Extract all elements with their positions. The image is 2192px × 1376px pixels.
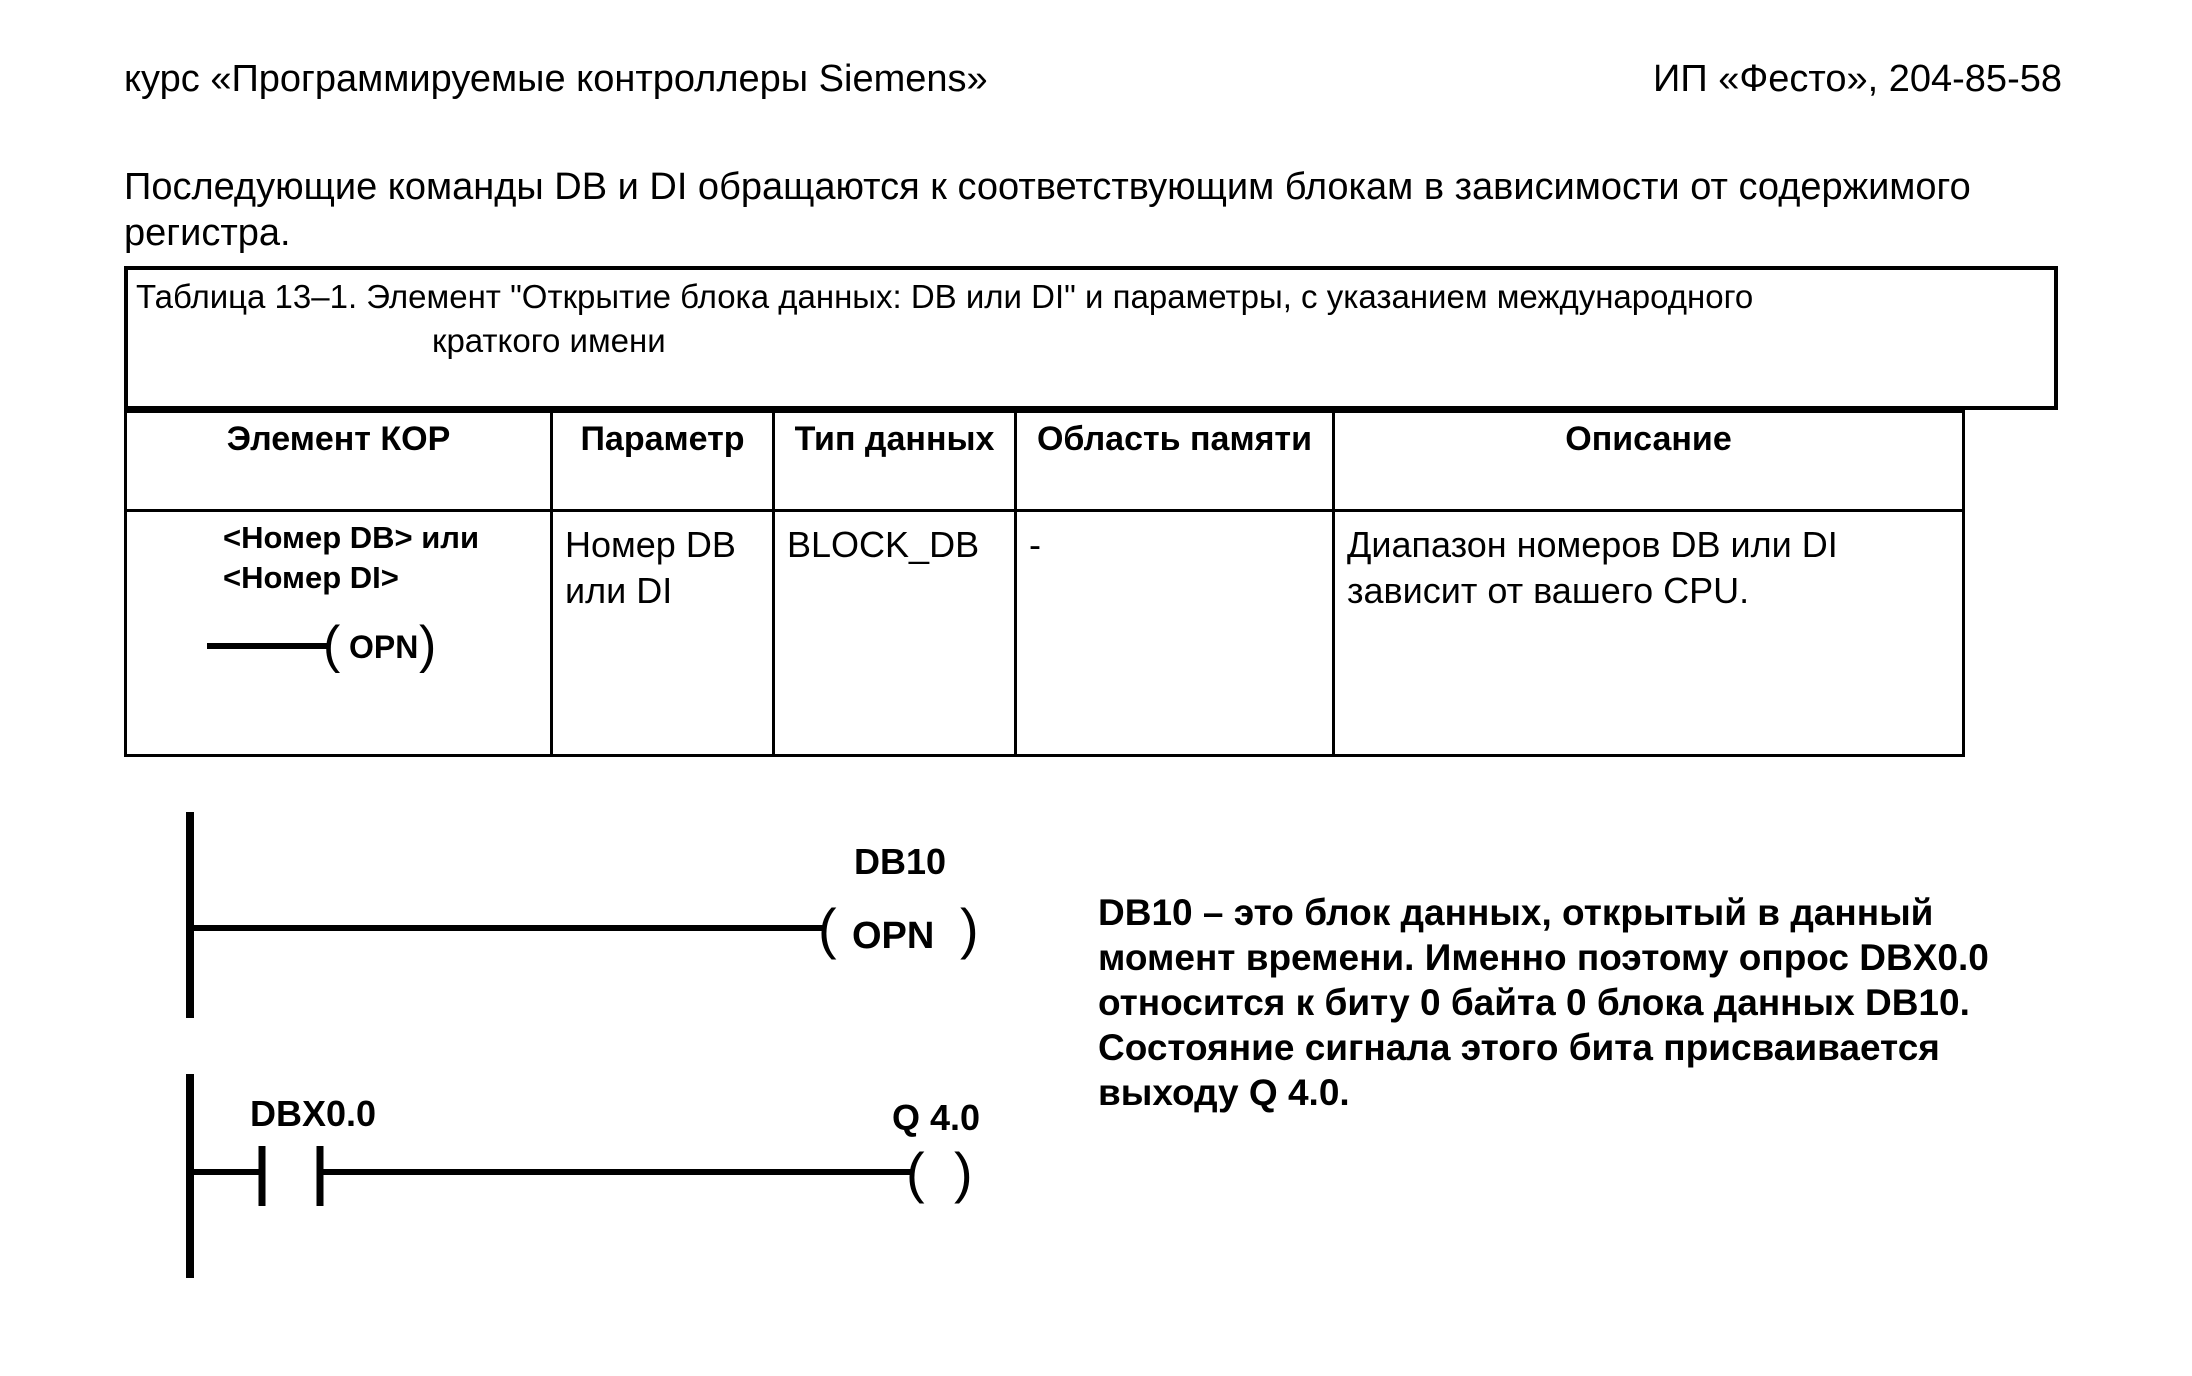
contact-info: ИП «Фесто», 204-85-58 bbox=[1653, 58, 2062, 100]
intro-paragraph: Последующие команды DB и DI обращаются к соответствующим блокам в зависимости от содержимого регистра. bbox=[124, 166, 1971, 254]
header-description: Описание bbox=[1334, 412, 1964, 511]
header-data-type: Тип данных bbox=[774, 412, 1016, 511]
element-label-line2: <Номер DI> bbox=[223, 560, 399, 595]
ladder-diagram bbox=[0, 0, 1080, 1376]
opn-coil-label: OPN bbox=[852, 915, 935, 957]
opn-left-paren: ( bbox=[818, 897, 837, 960]
table-caption-line2: краткого имени bbox=[432, 322, 666, 359]
coil-right-paren: ) bbox=[419, 616, 437, 674]
explanation-note: DB10 – это блок данных, открытый в данный момент времени. Именно поэтому опрос DBX0.0 относится к биту 0 байта 0 блока данных DB10. Состояние сигнала этого бита присваивается выходу Q 4.0. bbox=[1098, 892, 1989, 1113]
contact-label: DBX0.0 bbox=[250, 1093, 377, 1134]
element-label-line1: <Номер DB> или bbox=[223, 520, 480, 555]
coil-opn-label: OPN bbox=[349, 629, 419, 665]
coil-left-paren: ( bbox=[323, 616, 341, 674]
header-parameter: Параметр bbox=[552, 412, 774, 511]
course-title: курс «Программируемые контроллеры Siemens» bbox=[124, 58, 988, 100]
db10-label: DB10 bbox=[854, 841, 947, 882]
output-coil-left-paren: ( bbox=[906, 1141, 925, 1204]
header-element: Элемент КОР bbox=[126, 412, 552, 511]
cell-description: Диапазон номеров DB или DI зависит от вашего CPU. bbox=[1334, 511, 1964, 756]
table-caption-line1: Таблица 13–1. Элемент "Открытие блока данных: DB или DI" и параметры, с указанием международного bbox=[136, 278, 1754, 315]
opn-right-paren: ) bbox=[960, 897, 979, 960]
header-memory-area: Область памяти bbox=[1016, 412, 1334, 511]
output-coil-right-paren: ) bbox=[954, 1141, 973, 1204]
cell-parameter: Номер DB или DI bbox=[552, 511, 774, 756]
output-label: Q 4.0 bbox=[892, 1097, 981, 1138]
cell-data-type: BLOCK_DB bbox=[774, 511, 1016, 756]
cell-memory-area: - bbox=[1016, 511, 1334, 756]
